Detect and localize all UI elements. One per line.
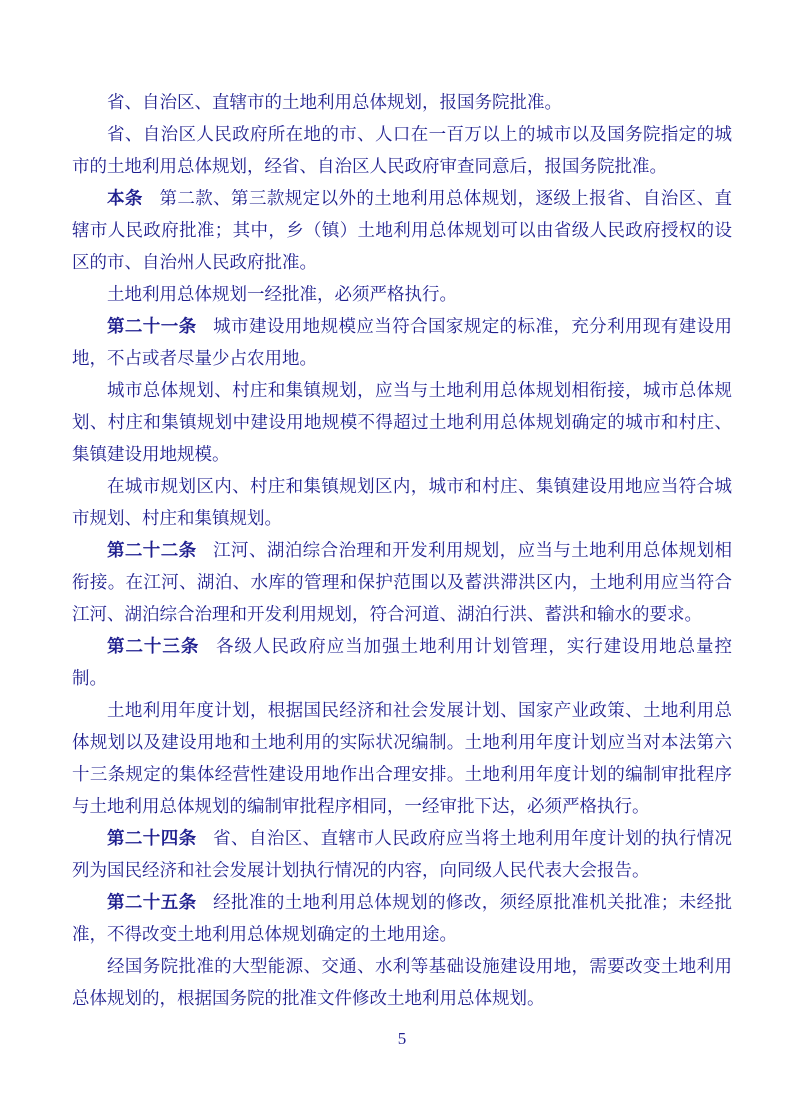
paragraph [72,118,732,182]
article-number: 第二十一条 [107,316,197,336]
paragraph-text: 城市总体规划、村庄和集镇规划，应当与土地利用总体规划相衔接，城市总体规划、村庄和集镇规划中建设用地规模不得超过土地利用总体规划确定的城市和村庄、集镇建设用地规模。 [72,380,732,464]
paragraph [72,822,732,886]
paragraph-text: 省、自治区、直辖市的土地利用总体规划，报国务院批准。 [107,92,562,112]
paragraph-text: 土地利用年度计划，根据国民经济和社会发展计划、国家产业政策、土地利用总体规划以及建设用地和土地利用的实际状况编制。土地利用年度计划应当对本法第六十三条规定的集体经营性建设用地作出合理安排。土地利用年度计划的编制审批程序与土地利用总体规划的编制审批程序相同，一经审批下达，必须严格执行。 [72,700,732,816]
paragraph [72,182,732,278]
paragraph-text: 各级人民政府应当加强土地利用计划管理，实行建设用地总量控制。 [72,636,733,688]
article-number: 第二十二条 [107,540,197,560]
paragraph [72,278,732,310]
paragraph [72,694,732,822]
paragraph [72,534,732,630]
paragraph-text: 城市建设用地规模应当符合国家规定的标准，充分利用现有建设用地，不占或者尽量少占农用地。 [72,316,733,368]
page-number: 5 [397,1029,407,1048]
paragraph [72,950,732,1014]
article-number: 第二十五条 [107,892,197,912]
paragraph [72,886,732,950]
paragraph-text: 土地利用总体规划一经批准，必须严格执行。 [107,284,457,304]
paragraph [72,310,732,374]
article-number: 第二十三条 [107,636,200,656]
paragraph-text: 江河、湖泊综合治理和开发利用规划，应当与土地利用总体规划相衔接。在江河、湖泊、水库的管理和保护范围以及蓄洪滞洪区内，土地利用应当符合江河、湖泊综合治理和开发利用规划，符合河道、湖泊行洪、蓄洪和输水的要求。 [72,540,733,624]
paragraph [72,630,732,694]
paragraph-text: 经国务院批准的大型能源、交通、水利等基础设施建设用地，需要改变土地利用总体规划的，根据国务院的批准文件修改土地利用总体规划。 [72,956,732,1008]
paragraph-text: 省、自治区、直辖市人民政府应当将土地利用年度计划的执行情况列为国民经济和社会发展计划执行情况的内容，向同级人民代表大会报告。 [72,828,733,880]
paragraph [72,374,732,470]
article-number: 本条 [107,188,143,208]
article-number: 第二十四条 [107,828,197,848]
paragraph-text: 经批准的土地利用总体规划的修改，须经原批准机关批准；未经批准，不得改变土地利用总体规划确定的土地用途。 [72,892,733,944]
paragraph-text: 在城市规划区内、村庄和集镇规划区内，城市和村庄、集镇建设用地应当符合城市规划、村庄和集镇规划。 [72,476,732,528]
paragraph-text: 第二款、第三款规定以外的土地利用总体规划，逐级上报省、自治区、直辖市人民政府批准；其中，乡（镇）土地利用总体规划可以由省级人民政府授权的设区的市、自治州人民政府批准。 [72,188,732,272]
paragraph [72,86,732,118]
document-body [72,86,732,1014]
paragraph-text: 省、自治区人民政府所在地的市、人口在一百万以上的城市以及国务院指定的城市的土地利用总体规划，经省、自治区人民政府审查同意后，报国务院批准。 [72,124,732,176]
paragraph [72,470,732,534]
